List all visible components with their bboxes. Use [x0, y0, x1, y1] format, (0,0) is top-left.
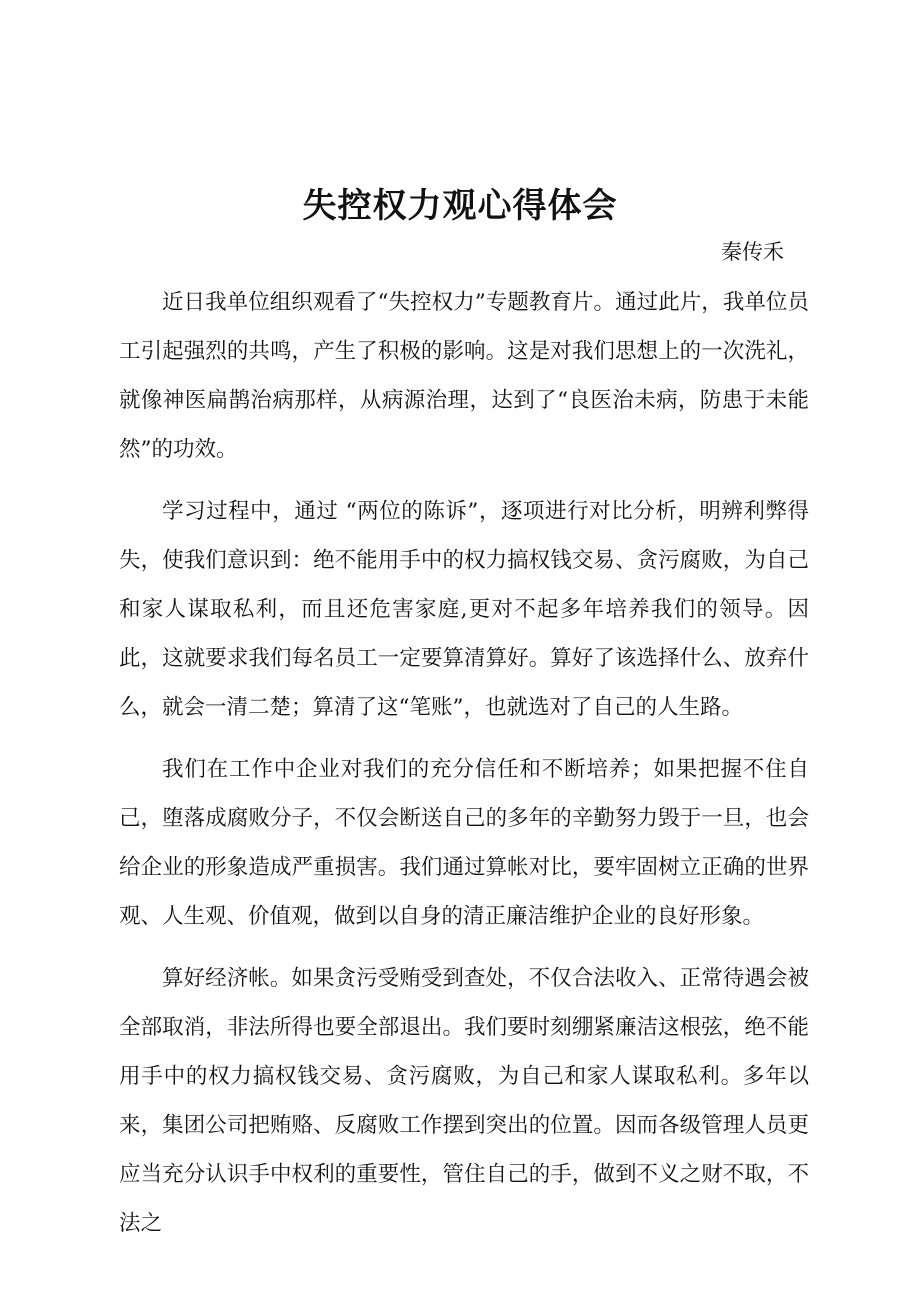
paragraph-2: 学习过程中，通过 “两位的陈诉”，逐项进行对比分析，明辨利弊得失，使我们意识到：绝不能用手中的权力搞权钱交易、贪污腐败，为自己和家人谋取私利，而且还危害家庭,更对不起多年培养我们的领导。因此，这就要求我们每名员工一定要算清算好。算好了该选择什么、放弃什么，就会一清二楚；算清了这“笔账”，也就选对了自己的人生路。 [119, 499, 809, 720]
document-body [119, 278, 809, 1261]
paragraph-4: 算好经济帐。如果贪污受贿受到查处，不仅合法收入、正常待遇会被全部取消，非法所得也要全部退出。我们要时刻绷紧廉洁这根弦，绝不能用手中的权力搞权钱交易、贪污腐败，为自己和家人谋取私利。多年以来，集团公司把贿赂、反腐败工作摆到突出的位置。因而各级管理人员更应当充分认识手中权利的重要性，管住自己的手，做到不义之财不取，不法之 [119, 966, 809, 1236]
document-author: 秦传禾 [721, 240, 784, 264]
paragraph-1: 近日我单位组织观看了“失控权力”专题教育片。通过此片，我单位员工引起强烈的共鸣，产生了积极的影响。这是对我们思想上的一次洗礼，就像神医扁鹊治病那样，从病源治理，达到了“良医治未病，防患于未能然”的功效。 [119, 290, 809, 462]
document-title: 失控权力观心得体会 [302, 186, 618, 226]
paragraph-3: 我们在工作中企业对我们的充分信任和不断培养；如果把握不住自己，堕落成腐败分子，不仅会断送自己的多年的辛勤努力毁于一旦，也会给企业的形象造成严重损害。我们通过算帐对比，要牢固树立正确的世界观、人生观、价值观，做到以自身的清正廉洁维护企业的良好形象。 [119, 757, 809, 929]
